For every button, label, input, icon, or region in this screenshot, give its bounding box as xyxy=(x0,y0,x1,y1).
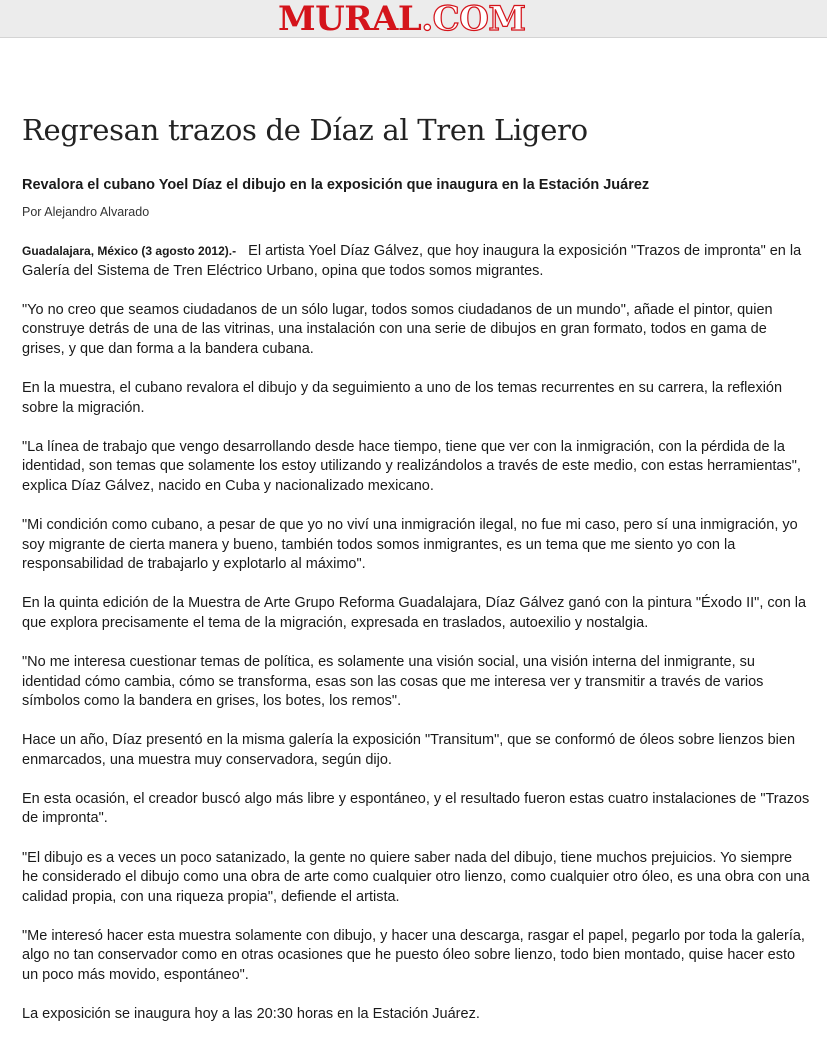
article-subtitle: Revalora el cubano Yoel Díaz el dibujo en la exposición que inaugura en la Estación Juárez xyxy=(22,177,650,193)
logo-dotcom: .COM xyxy=(421,0,526,39)
paragraph-1 xyxy=(22,242,812,281)
article-title: Regresan trazos de Díaz al Tren Ligero xyxy=(22,113,588,147)
paragraph-10: "El dibujo es a veces un poco satanizado, la gente no quiere saber nada del dibujo, tiene muchos prejuicios. Yo siempre he considerado el dibujo como una obra de arte como cualquier otro lienzo, como cualquier otro óleo, es una obra con una calidad propia, con una riqueza propia", defiende el artista. xyxy=(22,849,810,905)
site-header xyxy=(0,0,827,38)
paragraph-9: En esta ocasión, el creador buscó algo más libre y espontáneo, y el resultado fueron estas cuatro instalaciones de "Trazos de impronta". xyxy=(22,790,810,827)
paragraph-11: "Me interesó hacer esta muestra solamente con dibujo, y hacer una descarga, rasgar el papel, pegarlo por toda la galería, algo no tan conservador como en otras ocasiones que he puesto óleo sobre lienzo, todo bien montado, quise hacer esto un poco más movido, espontáneo". xyxy=(22,927,805,984)
paragraph-5: "Mi condición como cubano, a pesar de que yo no viví una inmigración ilegal, no fue mi caso, pero sí una inmigración, yo soy migrante de cierta manera y bueno, también todos somos inmigrantes, es un tema que me siento yo con la responsabilidad de trabajarlo y explotarlo al máximo". xyxy=(22,516,798,573)
logo-mural: MURAL xyxy=(278,0,422,39)
paragraph-3: En la muestra, el cubano revalora el dibujo y da seguimiento a uno de los temas recurrentes en su carrera, la reflexión sobre la migración. xyxy=(22,379,783,416)
paragraph-8: Hace un año, Díaz presentó en la misma galería la exposición "Transitum", que se conformó de óleos sobre lienzos bien enmarcados, una muestra muy conservadora, según dijo. xyxy=(22,732,796,768)
paragraph-7: "No me interesa cuestionar temas de política, es solamente una visión social, una visión interna del inmigrante, su identidad cómo cambia, cómo se transforma, esas son las cosas que me interesa ver y transmitir a través de varios símbolos como la bandera en grises, los botes, los remos". xyxy=(22,653,764,710)
dateline: Guadalajara, México (3 agosto 2012).- xyxy=(22,244,237,258)
article-byline: Por Alejandro Alvarado xyxy=(22,205,150,219)
paragraph-1-text: El artista Yoel Díaz Gálvez, que hoy inaugura la exposición "Trazos de impronta" en la Galería del Sistema de Tren Eléctrico Urbano, opina que todos somos migrantes. xyxy=(22,243,802,279)
article-body xyxy=(22,242,812,1025)
paragraph-4: "La línea de trabajo que vengo desarrollando desde hace tiempo, tiene que ver con la inmigración, con la pérdida de la identidad, son temas que solamente los estoy utilizando y realizándolos a través de este medio, con estas herramientas", explica Díaz Gálvez, nacido en Cuba y nacionalizado mexicano. xyxy=(22,438,801,494)
paragraph-2: "Yo no creo que seamos ciudadanos de un sólo lugar, todos somos ciudadanos de un mundo", añade el pintor, quien construye detrás de una de las vitrinas, una instalación con una serie de dibujos en gran formato, todos en gama de grises, y que dan forma a la bandera cubana. xyxy=(22,301,773,357)
paragraph-12: La exposición se inaugura hoy a las 20:30 horas en la Estación Juárez. xyxy=(22,1006,480,1023)
article xyxy=(22,112,812,1044)
paragraph-6: En la quinta edición de la Muestra de Arte Grupo Reforma Guadalajara, Díaz Gálvez ganó con la pintura "Éxodo II", con la que explora precisamente el tema de la migración, expresada en traslados, autoexilio y nostalgia. xyxy=(22,595,807,631)
site-logo[interactable] xyxy=(278,1,525,37)
